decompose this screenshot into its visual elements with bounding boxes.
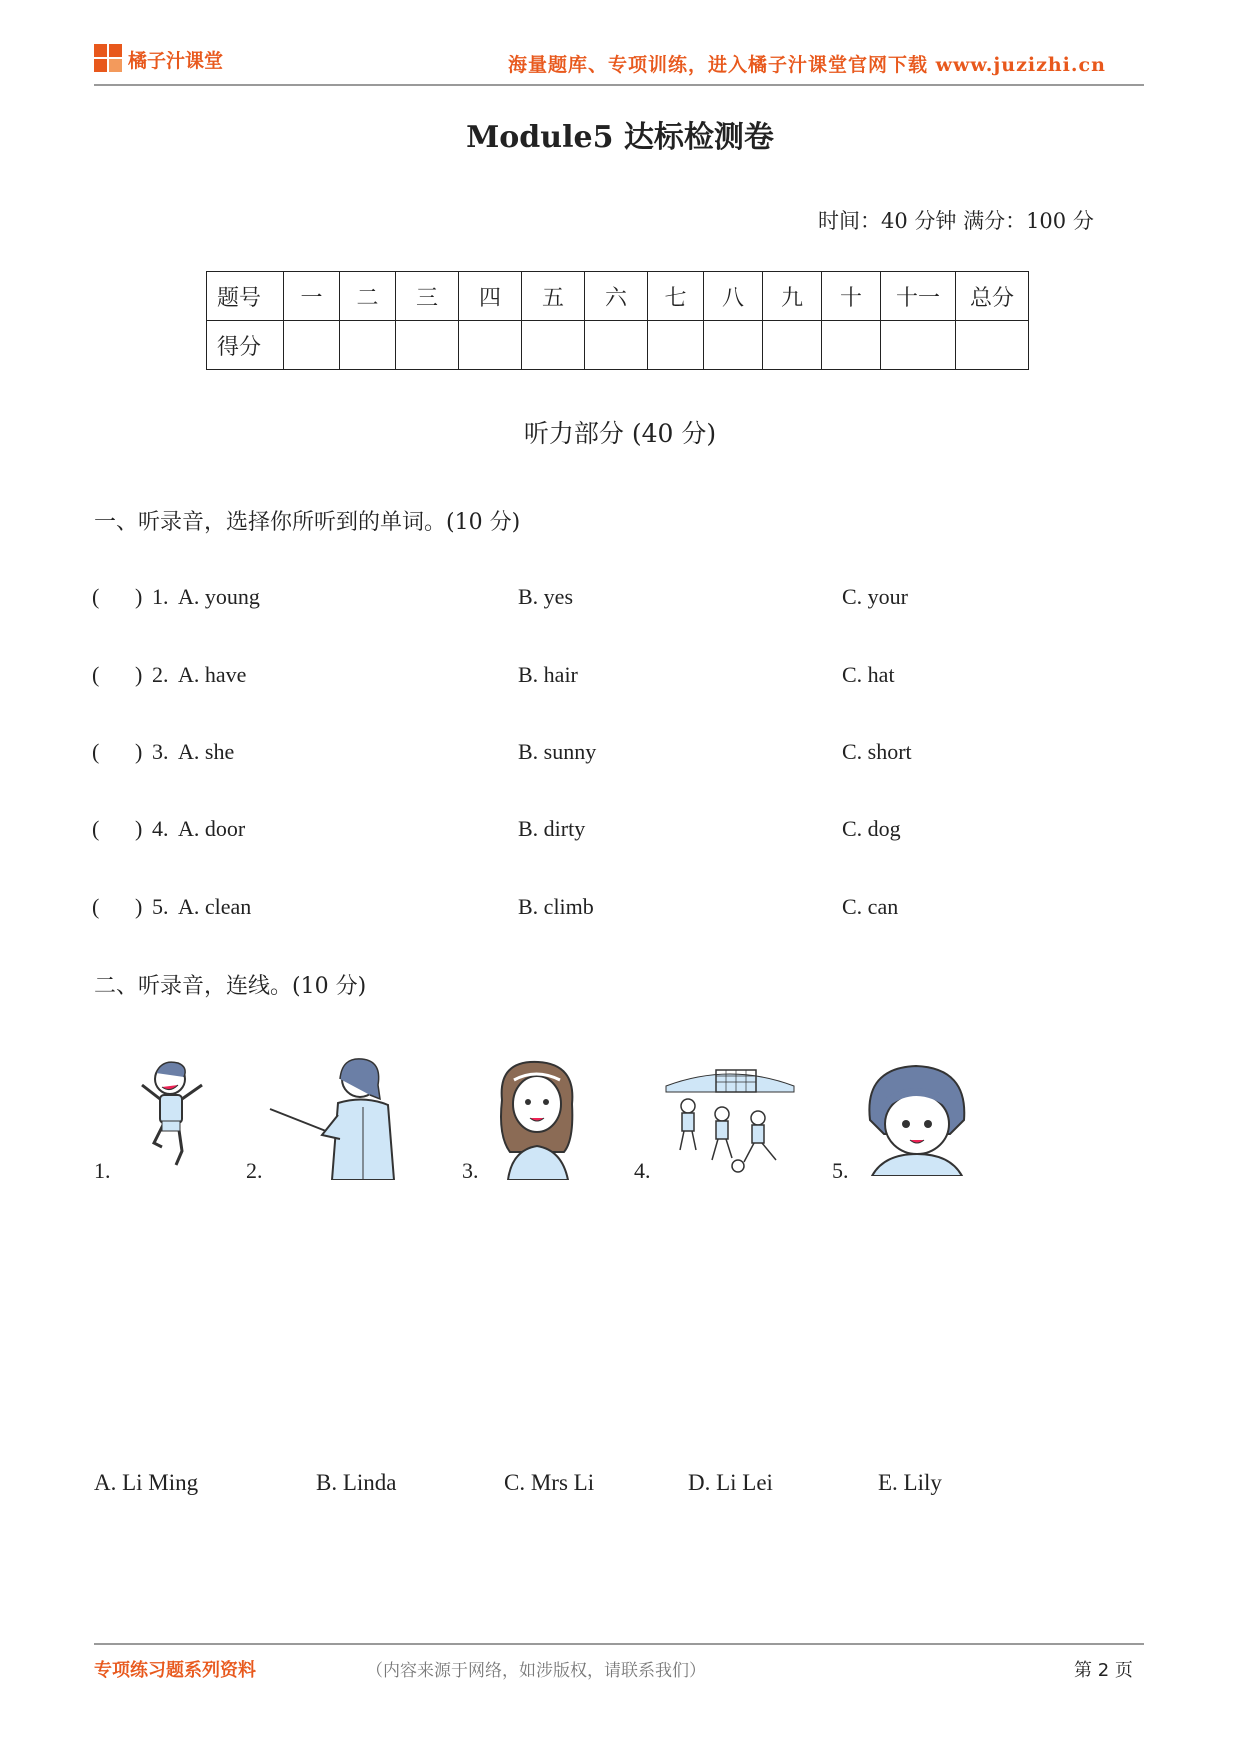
answer-blank-open[interactable]: ( bbox=[92, 584, 100, 609]
option-a: A. she bbox=[178, 739, 235, 764]
table-cell: 题号 bbox=[207, 272, 284, 321]
score-table-header-row bbox=[207, 272, 1029, 321]
table-cell: 五 bbox=[522, 272, 585, 321]
table-cell: 十一 bbox=[881, 272, 956, 321]
header-slogan: 海量题库、专项训练，进入橘子汁课堂官网下载 www.juzizhi.cn bbox=[508, 54, 1106, 76]
footer-copyright-note: （内容来源于网络，如涉版权，请联系我们） bbox=[366, 1661, 706, 1681]
option-c: C. short bbox=[842, 739, 912, 764]
teacher-pointer-picture[interactable] bbox=[268, 1055, 398, 1180]
table-cell: 一 bbox=[284, 272, 340, 321]
answer-blank-open[interactable]: ( bbox=[92, 739, 100, 764]
option-c: C. can bbox=[842, 894, 899, 919]
question-2-title: 二、听录音，连线。(10 分) bbox=[94, 974, 367, 999]
option-a: A. clean bbox=[178, 894, 252, 919]
name-option: A. Li Ming bbox=[94, 1470, 199, 1495]
score-table-score-row bbox=[207, 321, 1029, 370]
score-cell[interactable] bbox=[585, 321, 648, 370]
picture-number: 5. bbox=[832, 1158, 849, 1183]
answer-blank-open[interactable]: ( bbox=[92, 816, 100, 841]
question-1-title: 一、听录音，选择你所听到的单词。(10 分) bbox=[94, 510, 521, 535]
answer-blank-close: ) bbox=[135, 894, 143, 919]
option-c: C. dog bbox=[842, 816, 901, 841]
boy-jumping-picture[interactable] bbox=[132, 1055, 212, 1175]
score-table bbox=[206, 271, 1029, 370]
option-a: A. door bbox=[178, 816, 246, 841]
answer-blank-close: ) bbox=[135, 662, 143, 687]
item-number: 4. bbox=[152, 816, 169, 841]
option-b: B. climb bbox=[518, 894, 594, 919]
header-divider bbox=[94, 84, 1144, 86]
score-label: 得分 bbox=[207, 321, 284, 370]
score-cell[interactable] bbox=[956, 321, 1029, 370]
answer-blank-close: ) bbox=[135, 816, 143, 841]
score-cell[interactable] bbox=[459, 321, 522, 370]
score-cell[interactable] bbox=[648, 321, 704, 370]
name-option: D. Li Lei bbox=[688, 1470, 773, 1495]
score-cell[interactable] bbox=[284, 321, 340, 370]
answer-blank-open[interactable]: ( bbox=[92, 894, 100, 919]
option-c: C. hat bbox=[842, 662, 895, 687]
option-b: B. dirty bbox=[518, 816, 586, 841]
listening-section-heading: 听力部分 (40 分) bbox=[523, 419, 717, 448]
table-cell: 三 bbox=[396, 272, 459, 321]
option-a: A. have bbox=[178, 662, 247, 687]
answer-blank-close: ) bbox=[135, 739, 143, 764]
brand-logo-icon bbox=[94, 44, 124, 74]
table-cell: 七 bbox=[648, 272, 704, 321]
picture-number: 4. bbox=[634, 1158, 651, 1183]
table-cell: 总分 bbox=[956, 272, 1029, 321]
score-cell[interactable] bbox=[522, 321, 585, 370]
girl-bob-hair-picture[interactable] bbox=[864, 1064, 970, 1176]
score-cell[interactable] bbox=[704, 321, 763, 370]
table-cell: 二 bbox=[340, 272, 396, 321]
page-title: Module5 达标检测卷 bbox=[466, 120, 774, 155]
table-cell: 六 bbox=[585, 272, 648, 321]
footer-divider bbox=[94, 1643, 1144, 1645]
item-number: 3. bbox=[152, 739, 169, 764]
score-cell[interactable] bbox=[763, 321, 822, 370]
table-cell: 四 bbox=[459, 272, 522, 321]
answer-blank-open[interactable]: ( bbox=[92, 662, 100, 687]
option-b: B. yes bbox=[518, 584, 573, 609]
page-number: 第 2 页 bbox=[1074, 1660, 1133, 1681]
table-cell: 九 bbox=[763, 272, 822, 321]
score-cell[interactable] bbox=[881, 321, 956, 370]
time-info: 时间：40 分钟 满分：100 分 bbox=[818, 209, 1094, 233]
picture-number: 1. bbox=[94, 1158, 111, 1183]
item-number: 5. bbox=[152, 894, 169, 919]
name-option: B. Linda bbox=[316, 1470, 397, 1495]
option-c: C. your bbox=[842, 584, 908, 609]
picture-number: 2. bbox=[246, 1158, 263, 1183]
brand-name: 橘子汁课堂 bbox=[128, 50, 224, 72]
name-option: E. Lily bbox=[878, 1470, 942, 1495]
footer-series-label: 专项练习题系列资料 bbox=[94, 1660, 256, 1681]
score-cell[interactable] bbox=[340, 321, 396, 370]
answer-blank-close: ) bbox=[135, 584, 143, 609]
picture-number: 3. bbox=[462, 1158, 479, 1183]
option-b: B. sunny bbox=[518, 739, 597, 764]
option-a: A. young bbox=[178, 584, 260, 609]
boys-playing-football-picture[interactable] bbox=[664, 1066, 796, 1178]
option-b: B. hair bbox=[518, 662, 578, 687]
table-cell: 十 bbox=[822, 272, 881, 321]
item-number: 2. bbox=[152, 662, 169, 687]
table-cell: 八 bbox=[704, 272, 763, 321]
item-number: 1. bbox=[152, 584, 169, 609]
score-cell[interactable] bbox=[396, 321, 459, 370]
name-option: C. Mrs Li bbox=[504, 1470, 595, 1495]
score-cell[interactable] bbox=[822, 321, 881, 370]
girl-long-hair-picture[interactable] bbox=[492, 1060, 582, 1180]
